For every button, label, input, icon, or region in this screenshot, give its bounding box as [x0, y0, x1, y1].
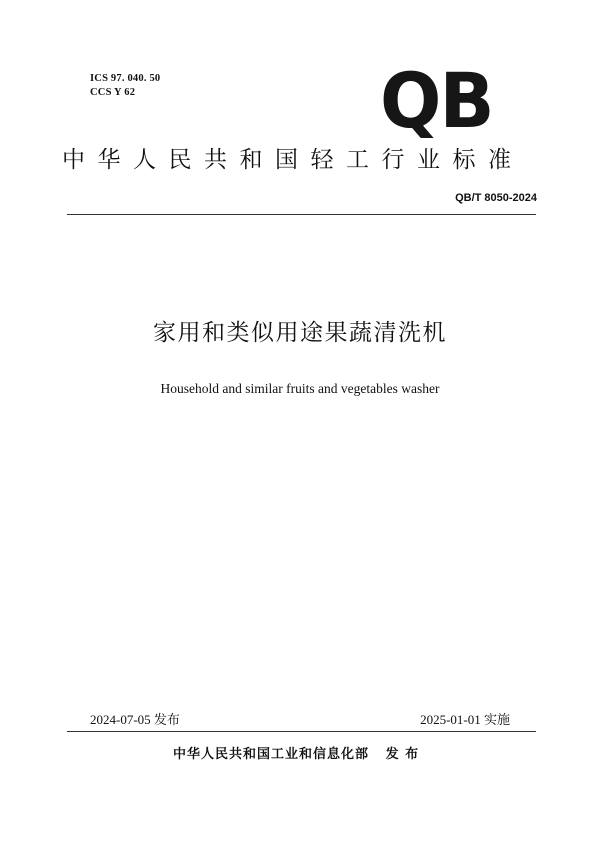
header-divider — [67, 214, 536, 215]
document-title-cn: 家用和类似用途果蔬清洗机 — [153, 320, 447, 346]
ics-code: ICS 97. 040. 50 — [90, 73, 161, 84]
implement-date: 2025-01-01 实施 — [420, 712, 510, 727]
qb-logo: QB — [380, 56, 493, 145]
publish-date: 2024-07-05 发布 — [90, 712, 180, 727]
document-title-en: Household and similar fruits and vegetables washer — [160, 381, 440, 396]
ccs-code: CCS Y 62 — [90, 87, 136, 98]
standard-number: QB/T 8050-2024 — [455, 192, 537, 204]
org-title: 中华人民共和国轻工行业标准 — [62, 147, 524, 173]
publisher: 中华人民共和国工业和信息化部 发 布 — [173, 747, 420, 762]
footer-divider — [67, 731, 536, 732]
